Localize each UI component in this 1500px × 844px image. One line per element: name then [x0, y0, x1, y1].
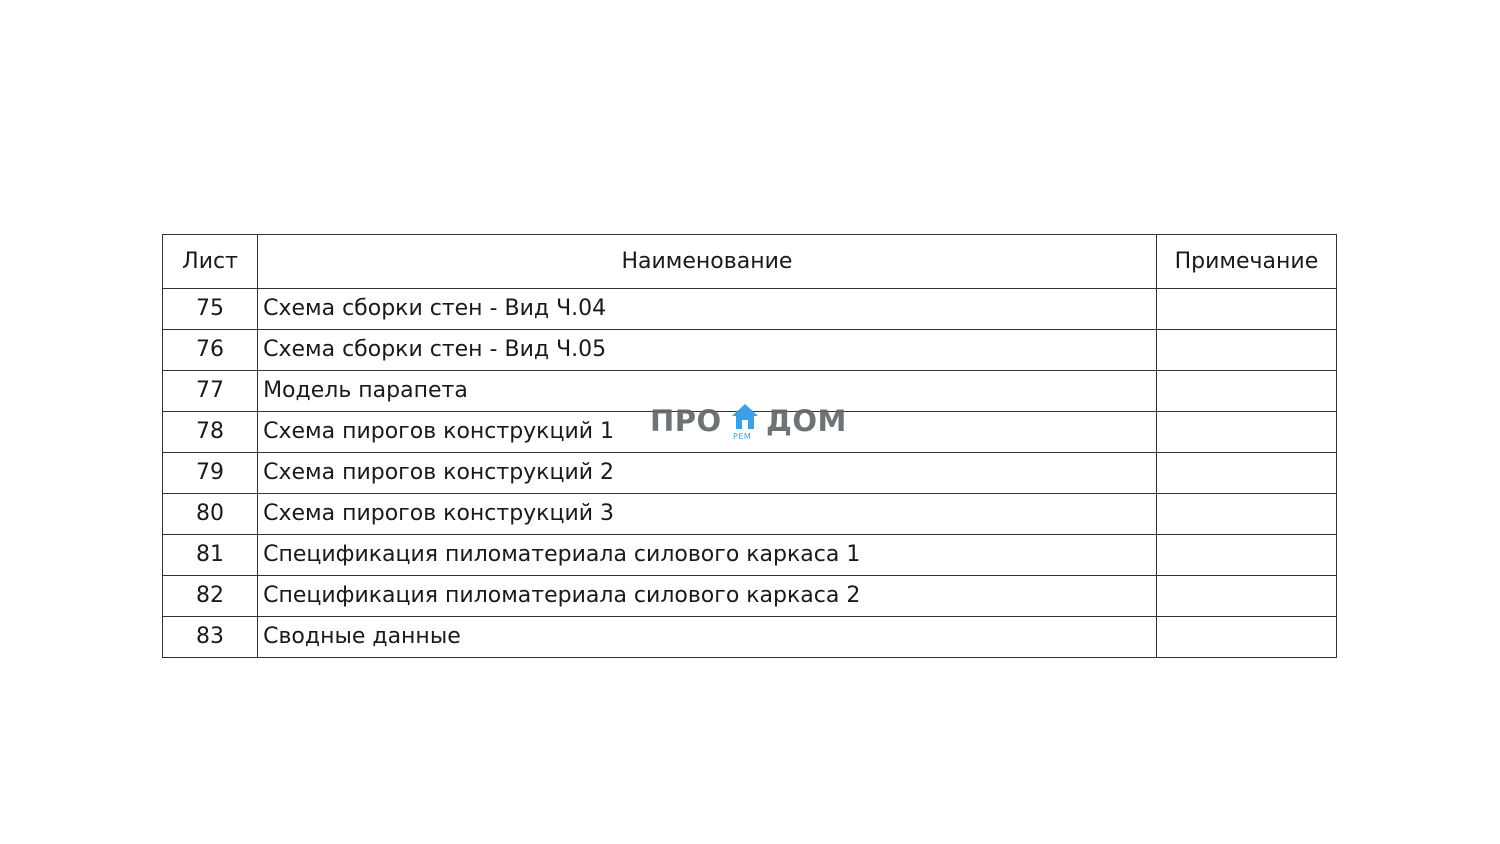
- header-name: Наименование: [258, 235, 1157, 289]
- table-row: [163, 371, 1337, 412]
- cell-sheet-number: 82: [163, 576, 258, 617]
- table-row: [163, 617, 1337, 658]
- cell-sheet-number: 77: [163, 371, 258, 412]
- cell-sheet-note: [1156, 289, 1336, 330]
- cell-sheet-number: 79: [163, 453, 258, 494]
- cell-sheet-number: 83: [163, 617, 258, 658]
- cell-sheet-name: Модель парапета: [258, 371, 1157, 412]
- cell-sheet-name: Сводные данные: [258, 617, 1157, 658]
- cell-sheet-note: [1156, 371, 1336, 412]
- watermark-right-text: ДОМ: [766, 404, 847, 438]
- cell-sheet-number: 78: [163, 412, 258, 453]
- cell-sheet-note: [1156, 412, 1336, 453]
- table-row: [163, 576, 1337, 617]
- cell-sheet-number: 76: [163, 330, 258, 371]
- table-row: [163, 494, 1337, 535]
- header-sheet: Лист: [163, 235, 258, 289]
- header-note: Примечание: [1156, 235, 1336, 289]
- cell-sheet-name: Схема сборки стен - Вид Ч.05: [258, 330, 1157, 371]
- cell-sheet-name: Схема пирогов конструкций 2: [258, 453, 1157, 494]
- cell-sheet-number: 80: [163, 494, 258, 535]
- table-row: [163, 330, 1337, 371]
- sheet-list-table: [162, 234, 1337, 658]
- table-header-row: [163, 235, 1337, 289]
- cell-sheet-note: [1156, 535, 1336, 576]
- table-row: [163, 535, 1337, 576]
- cell-sheet-name: Схема сборки стен - Вид Ч.04: [258, 289, 1157, 330]
- cell-sheet-number: 75: [163, 289, 258, 330]
- cell-sheet-name: Схема пирогов конструкций 1: [258, 412, 1157, 453]
- cell-sheet-note: [1156, 453, 1336, 494]
- table-row: [163, 453, 1337, 494]
- table-row: [163, 412, 1337, 453]
- cell-sheet-note: [1156, 576, 1336, 617]
- cell-sheet-note: [1156, 494, 1336, 535]
- table-row: [163, 289, 1337, 330]
- cell-sheet-name: Спецификация пиломатериала силового каркаса 2: [258, 576, 1157, 617]
- cell-sheet-number: 81: [163, 535, 258, 576]
- cell-sheet-note: [1156, 617, 1336, 658]
- cell-sheet-note: [1156, 330, 1336, 371]
- watermark-sub-text: РЕМ: [733, 432, 752, 441]
- watermark-left-text: ПРО: [650, 404, 722, 438]
- cell-sheet-name: Спецификация пиломатериала силового каркаса 1: [258, 535, 1157, 576]
- cell-sheet-name: Схема пирогов конструкций 3: [258, 494, 1157, 535]
